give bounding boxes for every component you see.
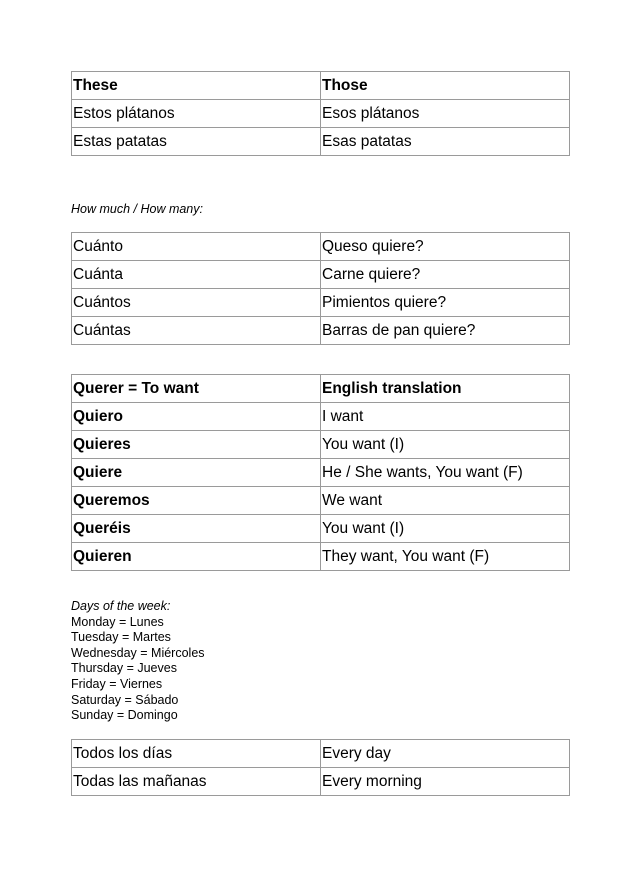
- table-row: [72, 403, 570, 431]
- table-row: [72, 233, 570, 261]
- header-cell: These: [72, 72, 321, 100]
- list-item: Thursday = Jueves: [71, 661, 177, 676]
- verb-form-cell: Queremos: [72, 487, 321, 515]
- verb-form-cell: Quiero: [72, 403, 321, 431]
- header-cell: Those: [321, 72, 570, 100]
- table-row: [72, 128, 570, 156]
- translation-cell: They want, You want (F): [321, 543, 570, 571]
- list-item: Sunday = Domingo: [71, 708, 178, 723]
- table-cell: Pimientos quiere?: [321, 289, 570, 317]
- demonstratives-table: [71, 71, 570, 156]
- table-cell: Esos plátanos: [321, 100, 570, 128]
- table-row: [72, 317, 570, 345]
- table-cell: Todas las mañanas: [72, 768, 321, 796]
- table-cell: Esas patatas: [321, 128, 570, 156]
- frequency-table: [71, 739, 570, 796]
- table-row: [72, 543, 570, 571]
- header-cell: English translation: [321, 375, 570, 403]
- table-row: [72, 431, 570, 459]
- list-item: Monday = Lunes: [71, 614, 164, 629]
- table-cell: Cuántas: [72, 317, 321, 345]
- days-heading: Days of the week:: [71, 599, 171, 613]
- verb-form-cell: Quieren: [72, 543, 321, 571]
- verb-form-cell: Queréis: [72, 515, 321, 543]
- list-item: Tuesday = Martes: [71, 630, 171, 645]
- table-cell: Todos los días: [72, 740, 321, 768]
- how-much-label: How much / How many:: [71, 202, 203, 216]
- table-cell: Every day: [321, 740, 570, 768]
- table-cell: Cuántos: [72, 289, 321, 317]
- table-row: [72, 487, 570, 515]
- table-row: [72, 515, 570, 543]
- days-of-week-list: [71, 599, 205, 724]
- table-row: [72, 768, 570, 796]
- table-cell: Cuánto: [72, 233, 321, 261]
- table-header-row: [72, 375, 570, 403]
- querer-conjugation-table: [71, 374, 570, 571]
- translation-cell: He / She wants, You want (F): [321, 459, 570, 487]
- table-cell: Carne quiere?: [321, 261, 570, 289]
- translation-cell: We want: [321, 487, 570, 515]
- list-item: Friday = Viernes: [71, 676, 163, 691]
- table-cell: Barras de pan quiere?: [321, 317, 570, 345]
- table-cell: Estas patatas: [72, 128, 321, 156]
- header-cell: Querer = To want: [72, 375, 321, 403]
- list-item: Wednesday = Miércoles: [71, 645, 205, 660]
- table-cell: Estos plátanos: [72, 100, 321, 128]
- table-row: [72, 100, 570, 128]
- table-row: [72, 261, 570, 289]
- table-cell: Queso quiere?: [321, 233, 570, 261]
- table-cell: Cuánta: [72, 261, 321, 289]
- table-cell: Every morning: [321, 768, 570, 796]
- list-item: Saturday = Sábado: [71, 692, 179, 707]
- verb-form-cell: Quiere: [72, 459, 321, 487]
- table-row: [72, 289, 570, 317]
- translation-cell: I want: [321, 403, 570, 431]
- table-header-row: [72, 72, 570, 100]
- translation-cell: You want (I): [321, 431, 570, 459]
- verb-form-cell: Quieres: [72, 431, 321, 459]
- table-row: [72, 459, 570, 487]
- how-much-table: [71, 232, 570, 345]
- translation-cell: You want (I): [321, 515, 570, 543]
- table-row: [72, 740, 570, 768]
